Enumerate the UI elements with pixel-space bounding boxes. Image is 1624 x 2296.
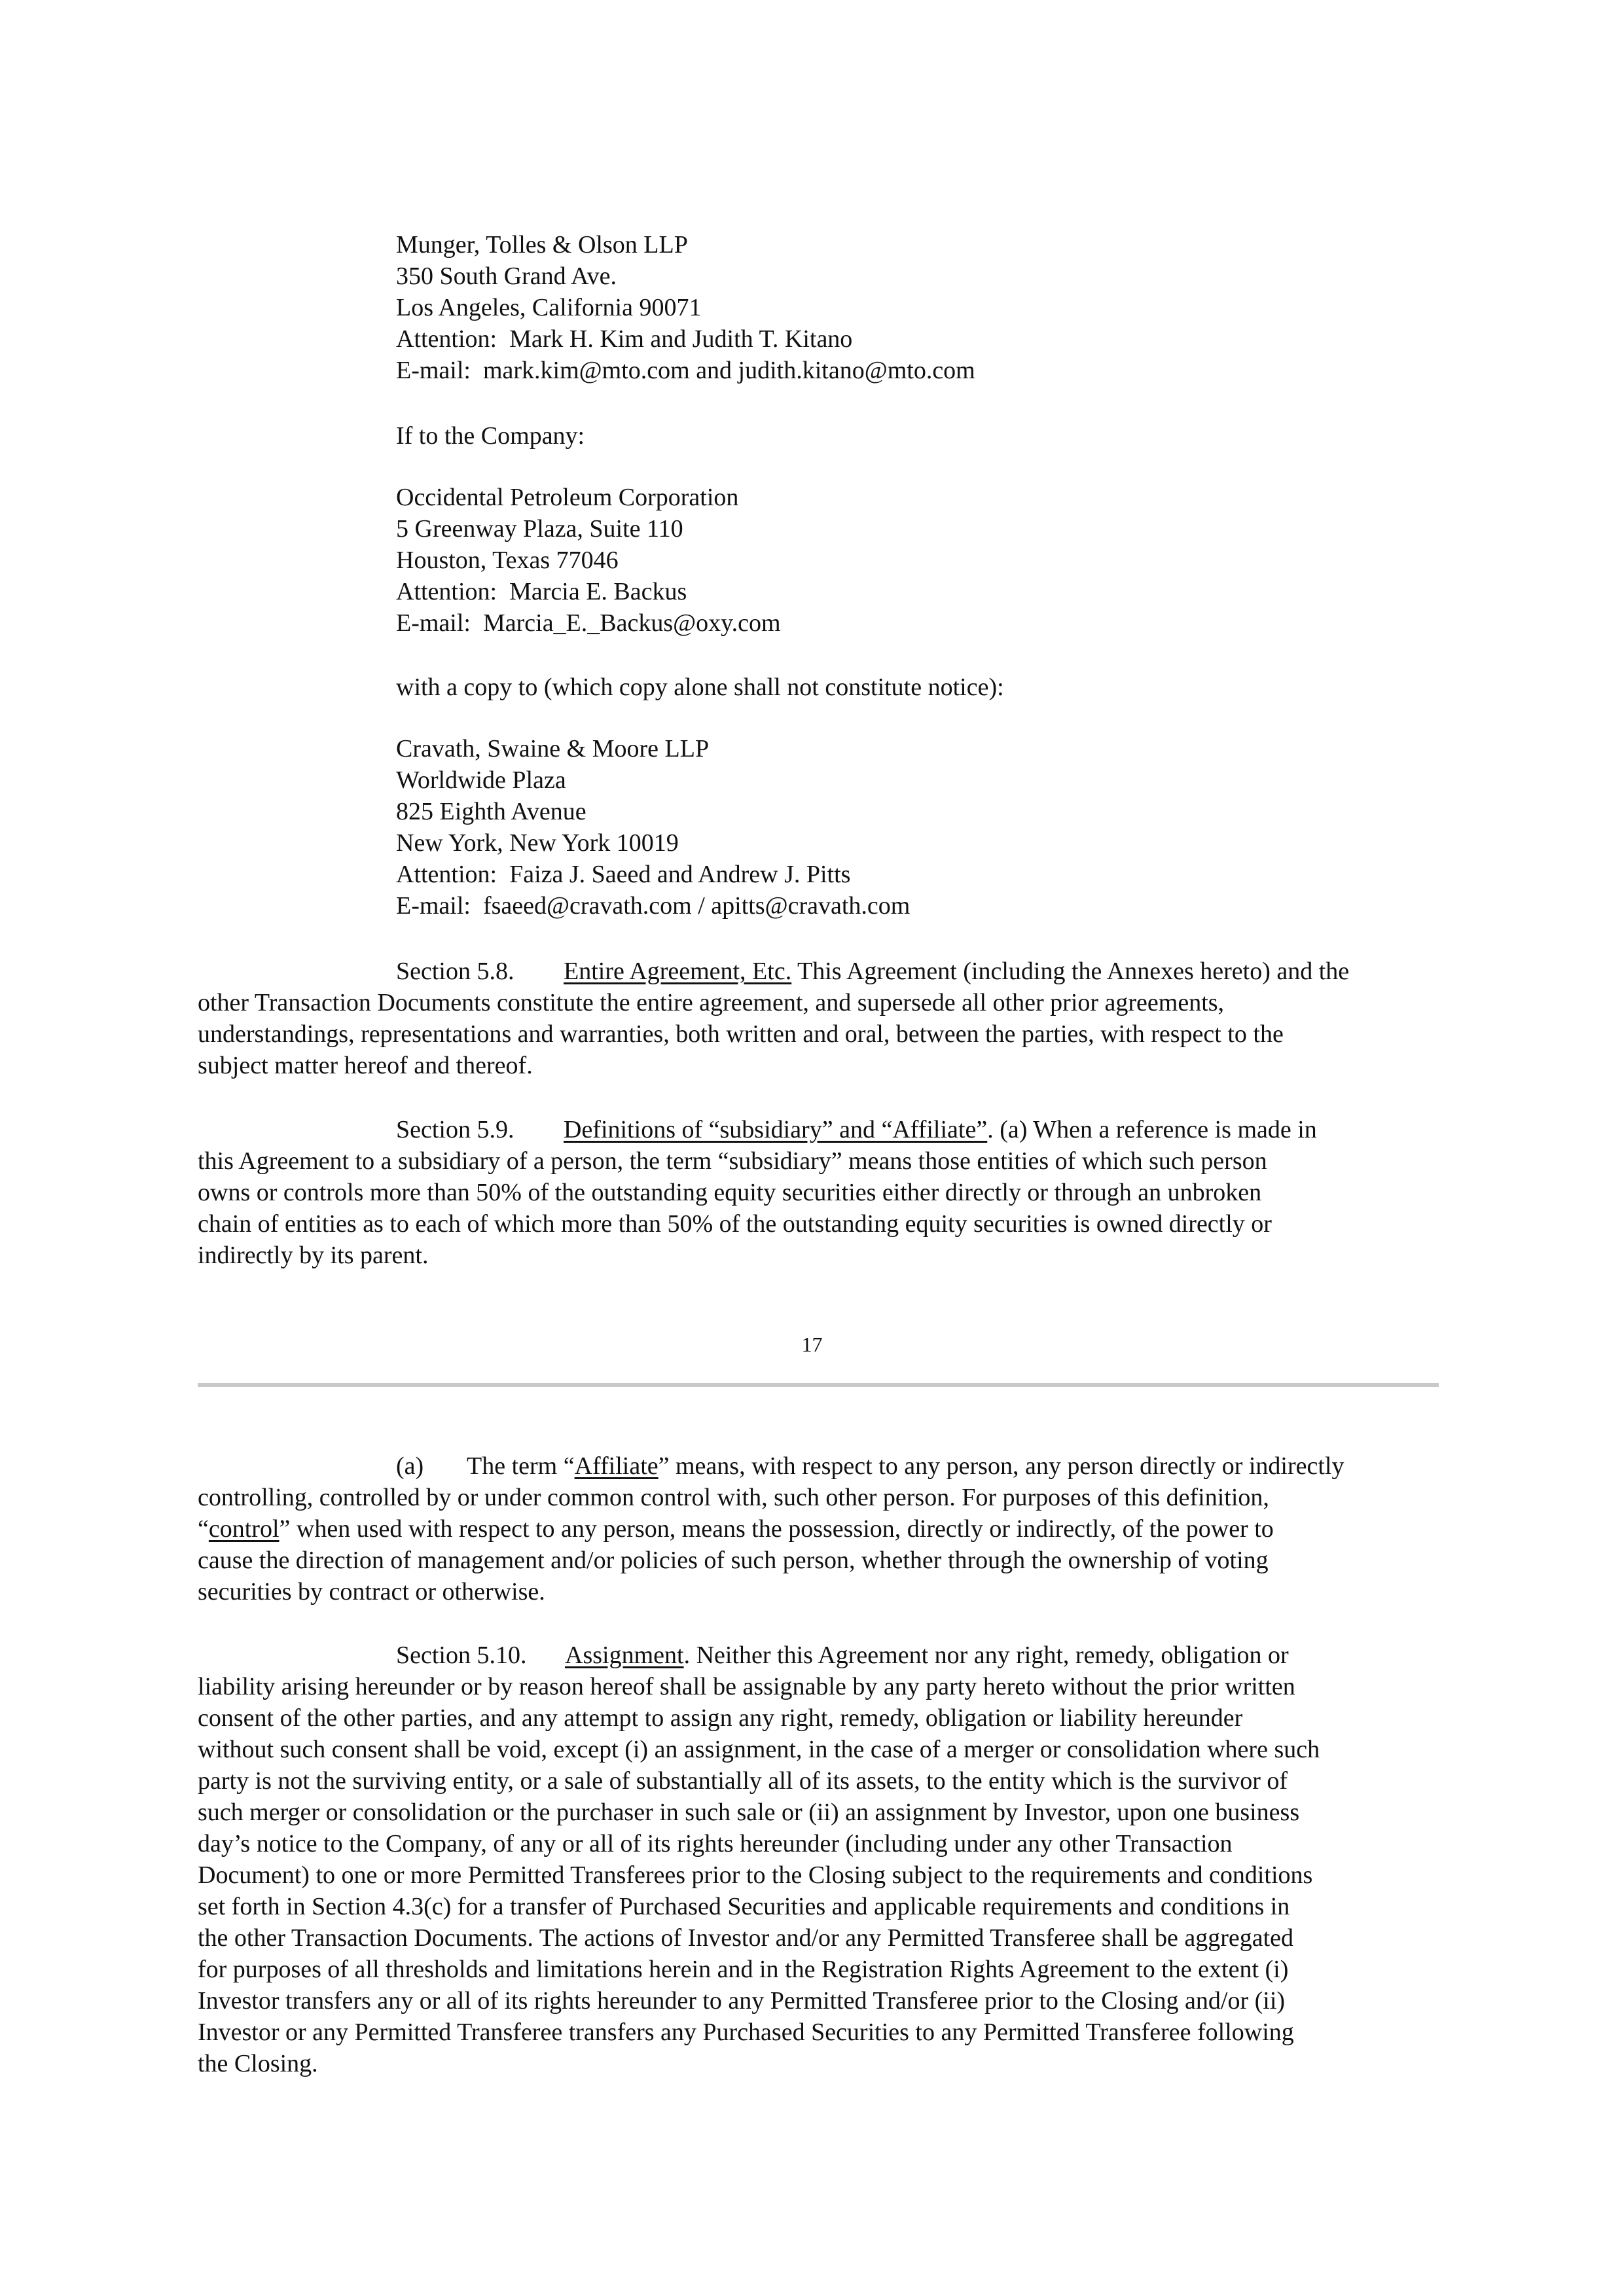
copy-note xyxy=(396,672,1443,703)
section-5-9 xyxy=(198,1114,1441,1271)
section-line: Document) to one or more Permitted Transferees prior to the Closing subject to the requirements and conditions xyxy=(198,1861,1313,1889)
address-city: Houston, Texas 77046 xyxy=(396,547,619,574)
clause-label: (a) xyxy=(396,1452,424,1480)
section-line: liability arising hereunder or by reason hereof shall be assignable by any party hereto without the prior written xyxy=(198,1673,1295,1700)
section-heading: Entire Agreement, Etc. xyxy=(564,958,792,985)
address-street: 350 South Grand Ave. xyxy=(396,262,617,290)
section-heading: Definitions of “subsidiary” and “Affiliate” xyxy=(564,1116,988,1143)
address-email: E-mail: Marcia_E._Backus@oxy.com xyxy=(396,609,781,637)
section-line: such merger or consolidation or the purchaser in such sale or (ii) an assignment by Investor, upon one business xyxy=(198,1799,1300,1826)
cravath-address-block xyxy=(396,733,1443,922)
section-number: Section 5.10. xyxy=(396,1641,527,1669)
if-to-company-text: If to the Company: xyxy=(396,422,585,450)
if-to-company xyxy=(396,420,1443,452)
clause-text: ” means, with respect to any person, any person directly or indirectly xyxy=(658,1452,1344,1480)
company-address-block xyxy=(396,482,1443,639)
address-street: 825 Eighth Avenue xyxy=(396,798,586,825)
section-line: other Transaction Documents constitute the entire agreement, and supersede all other prior agreements, xyxy=(198,989,1225,1016)
address-attention: Attention: Marcia E. Backus xyxy=(396,578,687,605)
section-line: for purposes of all thresholds and limitations herein and in the Registration Rights Agreement to the extent (i) xyxy=(198,1956,1289,1983)
section-line: consent of the other parties, and any attempt to assign any right, remedy, obligation or liability hereunder xyxy=(198,1704,1243,1732)
address-name: Cravath, Swaine & Moore LLP xyxy=(396,735,710,762)
section-line: without such consent shall be void, except (i) an assignment, in the case of a merger or consolidation where such xyxy=(198,1736,1320,1763)
section-number: Section 5.9. xyxy=(396,1116,514,1143)
section-line: subject matter hereof and thereof. xyxy=(198,1052,533,1079)
section-line: this Agreement to a subsidiary of a person, the term “subsidiary” means those entities of which such person xyxy=(198,1147,1267,1175)
defined-term-affiliate: Affiliate xyxy=(574,1452,659,1480)
clause-line: controlling, controlled by or under common control with, such other person. For purposes of this definition, xyxy=(198,1484,1269,1511)
section-line: chain of entities as to each of which more than 50% of the outstanding equity securities is owned directly or xyxy=(198,1210,1272,1238)
clause-line: securities by contract or otherwise. xyxy=(198,1578,545,1605)
section-line: owns or controls more than 50% of the outstanding equity securities either directly or through an unbroken xyxy=(198,1179,1262,1206)
address-city: New York, New York 10019 xyxy=(396,829,679,857)
section-heading: Assignment xyxy=(565,1641,684,1669)
copy-note-text: with a copy to (which copy alone shall not constitute notice): xyxy=(396,673,1004,701)
address-attention: Attention: Faiza J. Saeed and Andrew J. Pitts xyxy=(396,861,851,888)
section-line: party is not the surviving entity, or a sale of substantially all of its assets, to the entity which is the survivor of xyxy=(198,1767,1288,1795)
section-line: indirectly by its parent. xyxy=(198,1242,429,1269)
address-name: Munger, Tolles & Olson LLP xyxy=(396,231,688,259)
section-5-10 xyxy=(198,1640,1441,2079)
affiliate-definition xyxy=(198,1450,1441,1607)
section-text: . Neither this Agreement nor any right, remedy, obligation or xyxy=(683,1641,1289,1669)
clause-text: ” when used with respect to any person, means the possession, directly or indirectly, of the power to xyxy=(279,1515,1274,1543)
clause-line: cause the direction of management and/or policies of such person, whether through the ownership of voting xyxy=(198,1547,1269,1574)
section-line: set forth in Section 4.3(c) for a transfer of Purchased Securities and applicable requirements and conditions in xyxy=(198,1893,1290,1920)
clause-text: The term “ xyxy=(467,1452,575,1480)
address-attention: Attention: Mark H. Kim and Judith T. Kitano xyxy=(396,325,853,353)
section-line: the Closing. xyxy=(198,2050,318,2077)
address-email: E-mail: mark.kim@mto.com and judith.kitano@mto.com xyxy=(396,357,975,384)
address-city: Los Angeles, California 90071 xyxy=(396,294,702,321)
section-text: This Agreement (including the Annexes hereto) and the xyxy=(791,958,1350,985)
address-street: 5 Greenway Plaza, Suite 110 xyxy=(396,515,683,543)
defined-term-control: control xyxy=(208,1515,280,1543)
address-building: Worldwide Plaza xyxy=(396,766,566,794)
page-divider xyxy=(198,1383,1439,1387)
section-number: Section 5.8. xyxy=(396,958,514,985)
section-text: . (a) When a reference is made in xyxy=(987,1116,1317,1143)
address-name: Occidental Petroleum Corporation xyxy=(396,484,739,511)
section-line: day’s notice to the Company, of any or all of its rights hereunder (including under any other Transaction xyxy=(198,1830,1233,1857)
section-line: understandings, representations and warranties, both written and oral, between the parties, with respect to the xyxy=(198,1020,1284,1048)
clause-text: “ xyxy=(198,1515,209,1543)
section-line: the other Transaction Documents. The actions of Investor and/or any Permitted Transferee shall be aggregated xyxy=(198,1924,1294,1952)
section-5-8 xyxy=(198,956,1441,1081)
munger-address-block xyxy=(396,229,1443,386)
section-line: Investor or any Permitted Transferee transfers any Purchased Securities to any Permitted Transferee following xyxy=(198,2018,1294,2046)
address-email: E-mail: fsaeed@cravath.com / apitts@cravath.com xyxy=(396,892,911,920)
section-line: Investor transfers any or all of its rights hereunder to any Permitted Transferee prior to the Closing and/or (ii) xyxy=(198,1987,1286,2015)
page-number: 17 xyxy=(801,1333,823,1356)
